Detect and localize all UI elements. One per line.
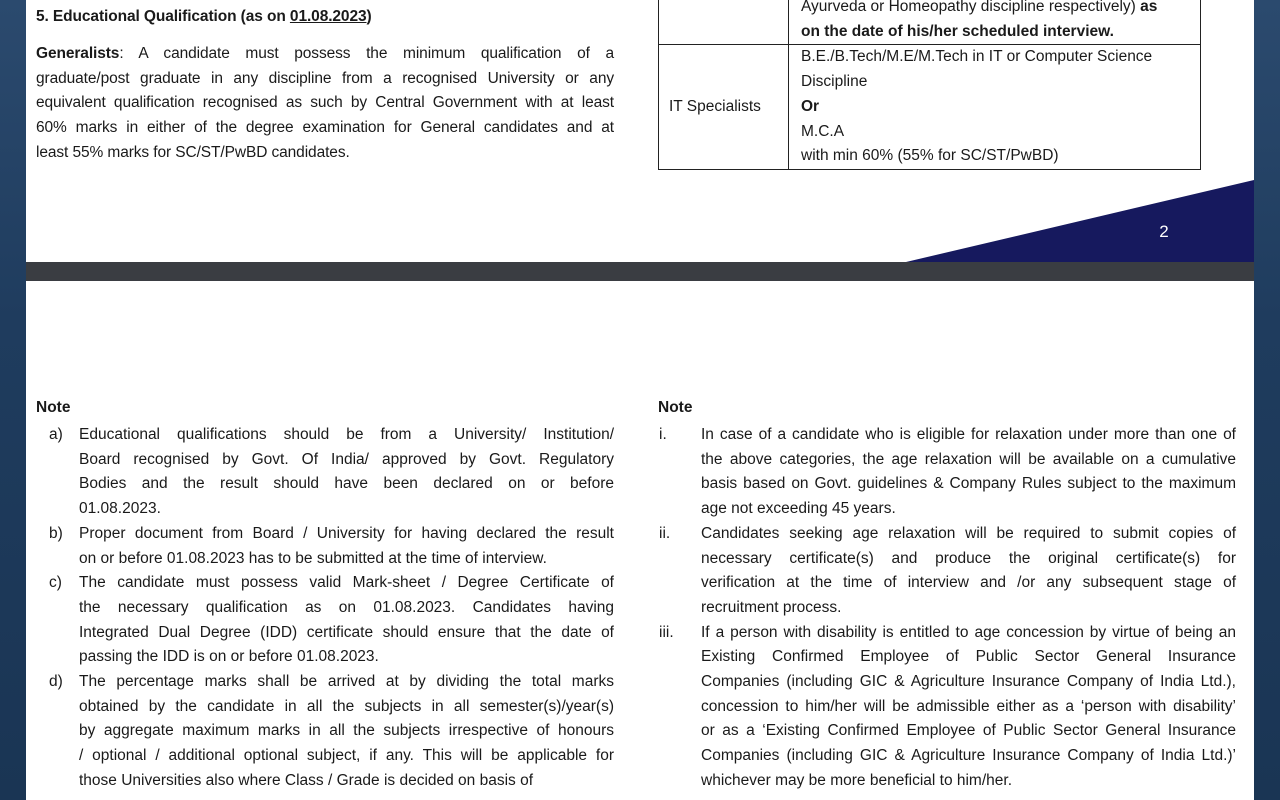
- left-note-item-line: Integrated Dual Degree (IDD) certificate should ensure that the date of: [79, 623, 614, 641]
- left-note-heading: Note: [36, 399, 71, 416]
- right-note-item-line: necessary certificate(s) and produce the original certificate(s) for: [701, 549, 1236, 567]
- table-text-bold: as: [1140, 0, 1158, 15]
- right-note-heading: Note: [658, 399, 693, 416]
- section-title-suffix: ): [366, 8, 372, 25]
- generalists-label: Generalists: [36, 45, 120, 62]
- table-cell-line: with min 60% (55% for SC/ST/PwBD): [801, 147, 1059, 165]
- page-separator: [26, 262, 1254, 281]
- left-note-item-line: The candidate must possess valid Mark-sheet / Degree Certificate of: [79, 574, 614, 592]
- left-note-item-line: passing the IDD is on or before 01.08.2023.: [79, 648, 379, 666]
- right-note-item-line: the above categories, the age relaxation will be available on a cumulative: [701, 450, 1236, 468]
- left-note-item-line: Educational qualifications should be from a University/ Institution/: [79, 426, 614, 443]
- left-note-item-marker: a): [49, 426, 63, 443]
- right-note-item-line: Existing Confirmed Employee of Public Sector General Insurance: [701, 648, 1236, 666]
- left-note-item-line: Board recognised by Govt. Of India/ approved by Govt. Regulatory: [79, 450, 614, 468]
- page-number: 2: [1159, 222, 1169, 241]
- left-note-item-line: on or before 01.08.2023 has to be submitted at the time of interview.: [79, 549, 547, 567]
- right-note-item-line: Companies (including GIC & Agriculture Insurance Company of India Ltd.),: [701, 673, 1236, 690]
- table-cell-line: B.E./B.Tech/M.E/M.Tech in IT or Computer Science: [801, 48, 1153, 66]
- table-text: Ayurveda or Homeopathy discipline respectively): [801, 0, 1141, 15]
- generalists-text: : A candidate must possess the minimum qualification of a: [119, 45, 614, 62]
- right-note-item-line: or as a ‘Existing Confirmed Employee of Public Sector General Insurance: [701, 722, 1236, 740]
- left-note-item-marker: c): [49, 574, 62, 592]
- it-specialists-label: IT Specialists: [669, 98, 761, 116]
- right-note-item-marker: i.: [659, 426, 667, 443]
- generalists-text: equivalent qualification recognised as such by Central Government with at least: [36, 94, 614, 112]
- section-title-date: 01.08.2023: [289, 8, 367, 25]
- left-note-item-line: the necessary qualification as on 01.08.2023. Candidates having: [79, 598, 614, 616]
- right-note-item-line: concession to him/her will be admissible either as a ‘person with disability’: [701, 697, 1236, 715]
- left-note-item-line: Bodies and the result should have been declared on or before: [79, 475, 614, 493]
- table-cell-line-bold: on the date of his/her scheduled interview.: [801, 22, 1114, 40]
- right-note-item-line: age not exceeding 45 years.: [701, 500, 896, 518]
- right-note-item-line: Candidates seeking age relaxation will be required to submit copies of: [701, 524, 1236, 542]
- right-note-item-marker: ii.: [659, 524, 671, 542]
- left-note-item-line: 01.08.2023.: [79, 500, 161, 518]
- left-note-item-line: Proper document from Board / University for having declared the result: [79, 524, 614, 542]
- right-note-item-line: whichever may be more beneficial to him/her.: [701, 771, 1013, 789]
- right-note-item-line: Companies (including GIC & Agriculture Insurance Company of India Ltd.)’: [701, 747, 1236, 765]
- left-note-item-line: obtained by the candidate in all the subjects in all semester(s)/year(s): [79, 697, 614, 715]
- right-note-item-line: In case of a candidate who is eligible for relaxation under more than one of: [701, 426, 1236, 443]
- document-page-upper: [26, 0, 1254, 262]
- document-page-lower: [26, 281, 1254, 800]
- table-cell-line-bold: Or: [801, 97, 820, 115]
- left-note-item-line: by aggregate maximum marks in all the subjects irrespective of honours: [79, 722, 614, 740]
- section-title-prefix: 5. Educational Qualification (as on: [36, 8, 290, 25]
- page-corner-wedge-shape: [906, 180, 1254, 262]
- table-cell-line: M.C.A: [801, 122, 845, 140]
- right-note-item-line: verification at the time of interview and /or any subsequent stage of: [701, 574, 1236, 592]
- right-note-item-line: If a person with disability is entitled to age concession by virtue of being an: [701, 623, 1236, 641]
- generalists-text: graduate/post graduate in any discipline from a recognised University or any: [36, 69, 614, 87]
- generalists-text: least 55% marks for SC/ST/PwBD candidates.: [36, 143, 350, 161]
- left-note-item-marker: d): [49, 673, 63, 690]
- right-note-item-line: recruitment process.: [701, 598, 842, 616]
- right-note-item-line: basis based on Govt. guidelines & Company Rules subject to the maximum: [701, 475, 1236, 493]
- table-cell-line: Discipline: [801, 73, 868, 91]
- right-note-item-marker: iii.: [659, 623, 674, 641]
- left-note-item-line: The percentage marks shall be arrived at by dividing the total marks: [79, 673, 614, 690]
- page-corner-wedge: [26, 0, 1254, 262]
- left-note-item-line: / optional / additional optional subject, if any. This will be applicable for: [79, 747, 614, 765]
- left-note-item-marker: b): [49, 524, 63, 542]
- left-note-item-line: those Universities also where Class / Grade is decided on basis of: [79, 771, 534, 789]
- generalists-text: 60% marks in either of the degree examination for General candidates and at: [36, 119, 614, 137]
